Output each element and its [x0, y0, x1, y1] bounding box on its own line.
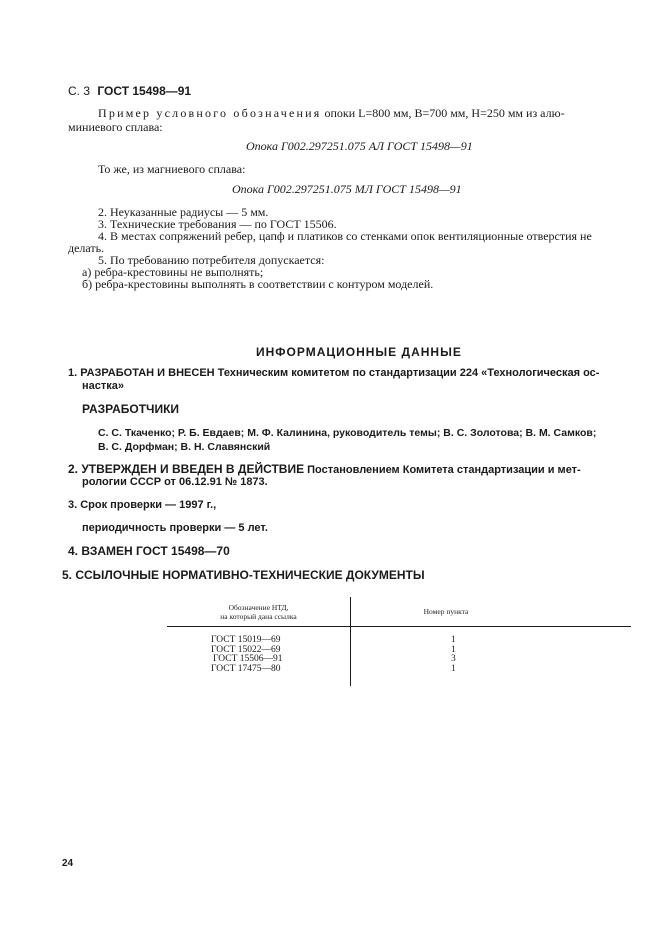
- note-5: 5. По требованию потребителя допускается:: [98, 253, 325, 267]
- note-2: 2. Неуказанные радиусы — 5 мм.: [98, 205, 269, 219]
- developers-line-1: С. С. Ткаченко; Р. Б. Евдаев; М. Ф. Калинина, руководитель темы; В. С. Золотова; В. М. Самков;: [98, 427, 597, 439]
- example-dimensions: опоки L=800 мм, B=700 мм, H=250 мм из алю-: [321, 106, 565, 120]
- developers-line-2: В. С. Дорфман; В. Н. Славянский: [98, 441, 271, 453]
- info-item-2-line-2: рологии СССР от 06.12.91 № 1873.: [82, 476, 268, 488]
- info-item-3-line-2: периодичность проверки — 5 лет.: [82, 522, 268, 534]
- example-line-2: миниевого сплава:: [68, 120, 163, 134]
- info-item-3-line-1: 3. Срок проверки — 1997 г.,: [68, 499, 217, 511]
- note-5b: б) ребра-крестовины выполнять в соответствии с контуром моделей.: [82, 277, 434, 291]
- info-item-5: 5. ССЫЛОЧНЫЕ НОРМАТИВНО-ТЕХНИЧЕСКИЕ ДОКУМЕНТЫ: [62, 568, 425, 582]
- row-doc: ГОСТ 15506—91: [213, 654, 283, 664]
- row-item: 1: [351, 665, 632, 675]
- page-number: 24: [62, 858, 74, 869]
- example-label: Пример условного обозначения: [98, 106, 322, 120]
- col-doc-header-line-2: на который дана ссылка: [220, 611, 297, 621]
- note-5a: а) ребра-крестовины не выполнять;: [82, 265, 264, 279]
- note-4-line-2: делать.: [68, 241, 105, 255]
- info-item-1-line-2: настка»: [82, 380, 125, 392]
- example-line-1: [98, 106, 633, 120]
- table-spacer: [167, 674, 631, 686]
- reference-table: [167, 597, 631, 686]
- col-doc-header-line-1: Обозначение НТД,: [228, 602, 289, 612]
- row-item: 3: [351, 655, 632, 665]
- same-mg-label: То же, из магниевого сплава:: [98, 162, 246, 176]
- row-doc: ГОСТ 15022—69: [211, 644, 281, 655]
- info-item-1-head: 1. РАЗРАБОТАН И ВНЕСЕН: [68, 367, 215, 379]
- info-title: ИНФОРМАЦИОННЫЕ ДАННЫЕ: [256, 345, 462, 359]
- note-3: 3. Технические требования — по ГОСТ 15506.: [98, 217, 337, 231]
- info-item-1-line-1: [68, 366, 599, 380]
- designation-al: Опока Г002.297251.075 АЛ ГОСТ 15498—91: [246, 139, 473, 153]
- note-4-line-1: 4. В местах сопряжений ребер, цапф и платиков со стенками опок вентиляционные отверстия не: [98, 229, 592, 243]
- info-item-4: 4. ВЗАМЕН ГОСТ 15498—70: [68, 544, 230, 558]
- info-item-2-head: 2. УТВЕРЖДЕН И ВВЕДЕН В ДЕЙСТВИЕ: [68, 462, 305, 476]
- info-item-2-text: Постановлением Комитета стандартизации и мет-: [304, 464, 581, 476]
- row-item: 1: [351, 646, 632, 656]
- row-item: 1: [351, 636, 632, 646]
- table-header-row: [167, 597, 631, 627]
- page-ref: С. 3: [68, 84, 91, 98]
- standard-number: ГОСТ 15498—91: [97, 84, 192, 98]
- row-doc: ГОСТ 15019—69: [211, 635, 281, 645]
- developers-heading: РАЗРАБОТЧИКИ: [82, 402, 180, 416]
- col-doc-header: [167, 597, 351, 627]
- info-item-1-text: Техническим комитетом по стандартизации 224 «Технологическая ос-: [214, 367, 600, 379]
- row-doc: ГОСТ 17475—80: [211, 663, 281, 674]
- col-item-header: Номер пункта: [351, 597, 632, 627]
- page-header: [68, 84, 191, 98]
- table-row: [167, 665, 631, 675]
- designation-mg: Опока Г002.297251.075 МЛ ГОСТ 15498—91: [232, 182, 462, 196]
